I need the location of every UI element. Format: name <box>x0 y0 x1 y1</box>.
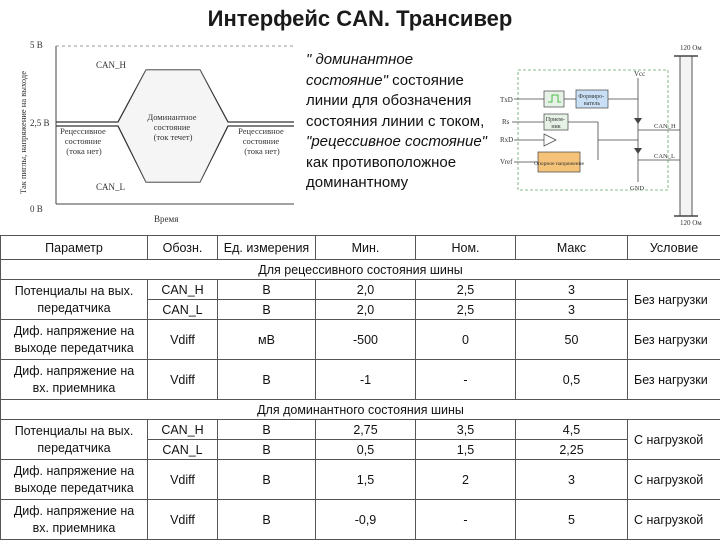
y-tick-0v: 0 В <box>30 204 43 214</box>
note-dominant-term: " доминантное состояние" <box>306 51 414 89</box>
symbol-cell: Vdiff <box>148 500 218 540</box>
unit-cell: мВ <box>218 320 316 360</box>
max-cell: 5 <box>516 500 628 540</box>
symbol-cell: CAN_L <box>148 440 218 460</box>
section-row-dominant <box>1 400 720 420</box>
header-condition: Условие <box>628 236 720 260</box>
state-definition-note <box>306 50 496 194</box>
max-cell: 50 <box>516 320 628 360</box>
section-recessive: Для рецессивного состояния шины <box>1 260 720 280</box>
unit-cell: В <box>218 360 316 400</box>
max-cell: 0,5 <box>516 360 628 400</box>
min-cell: -500 <box>316 320 416 360</box>
table-row <box>1 500 720 540</box>
max-cell: 3 <box>516 300 628 320</box>
min-cell: -0,9 <box>316 500 416 540</box>
condition-cell: С нагрузкой <box>628 460 720 500</box>
param-cell: Потенциалы на вых. передатчика <box>1 420 148 460</box>
condition-cell: Без нагрузки <box>628 280 720 320</box>
bottom-resistor-label: 120 Ом <box>680 219 702 226</box>
can-h-label: CAN_H <box>96 60 127 70</box>
unit-cell: В <box>218 300 316 320</box>
gnd-label: GND <box>630 185 645 192</box>
nom-cell: - <box>416 360 516 400</box>
diagram-ylabel: Так пиглы, напряжение на выходе <box>18 70 28 194</box>
slide-title: Интерфейс CAN. Трансивер <box>207 6 513 31</box>
nom-cell: 3,5 <box>416 420 516 440</box>
rxd-label: RxD <box>500 136 514 144</box>
min-cell: 2,0 <box>316 280 416 300</box>
condition-cell: Без нагрузки <box>628 360 720 400</box>
recessive-right-label: Рецессивное состояние (тока нет) <box>238 126 284 156</box>
can-spec-table <box>0 235 720 540</box>
table-row <box>1 360 720 400</box>
symbol-cell: CAN_H <box>148 280 218 300</box>
param-cell: Диф. напряжение на вх. приемника <box>1 500 148 540</box>
max-cell: 2,25 <box>516 440 628 460</box>
section-row-recessive <box>1 260 720 280</box>
can-h-pin-label: CAN_H <box>654 123 676 130</box>
note-text-1: состояние линии для обозначения состояния линии с током, <box>306 71 485 130</box>
unit-cell: В <box>218 440 316 460</box>
header-min: Мин. <box>316 236 416 260</box>
vcc-label: Vcc <box>634 70 646 78</box>
can-l-label: CAN_L <box>96 182 125 192</box>
table-row <box>1 460 720 500</box>
min-cell: 0,5 <box>316 440 416 460</box>
receiver-label: Прием- ник <box>545 117 565 130</box>
symbol-cell: Vdiff <box>148 320 218 360</box>
nom-cell: 2,5 <box>416 300 516 320</box>
recessive-left-label: Рецессивное состояние (тока нет) <box>60 126 106 156</box>
unit-cell: В <box>218 280 316 300</box>
y-tick-5v: 5 В <box>30 40 43 50</box>
top-resistor-label: 120 Ом <box>680 44 702 52</box>
dominant-label: Доминантное состояние (ток течет) <box>147 112 197 142</box>
condition-cell: С нагрузкой <box>628 420 720 460</box>
unit-cell: В <box>218 500 316 540</box>
can-voltage-diagram <box>12 36 304 232</box>
param-cell: Диф. напряжение на выходе передатчика <box>1 460 148 500</box>
header-parameter: Параметр <box>1 236 148 260</box>
condition-cell: С нагрузкой <box>628 500 720 540</box>
param-cell: Диф. напряжение на выходе передатчика <box>1 320 148 360</box>
unit-cell: В <box>218 420 316 440</box>
nom-cell: 0 <box>416 320 516 360</box>
min-cell: -1 <box>316 360 416 400</box>
param-cell: Диф. напряжение на вх. приемника <box>1 360 148 400</box>
max-cell: 4,5 <box>516 420 628 440</box>
table-header-row <box>1 236 720 260</box>
nom-cell: 2 <box>416 460 516 500</box>
min-cell: 2,75 <box>316 420 416 440</box>
header-max: Макс <box>516 236 628 260</box>
reference-voltage-label: Опорное напряжение <box>533 161 585 167</box>
nom-cell: 1,5 <box>416 440 516 460</box>
max-cell: 3 <box>516 280 628 300</box>
driver-label: Формиро- ватель <box>578 94 605 107</box>
symbol-cell: CAN_H <box>148 420 218 440</box>
symbol-cell: Vdiff <box>148 360 218 400</box>
unit-cell: В <box>218 460 316 500</box>
symbol-cell: Vdiff <box>148 460 218 500</box>
y-tick-2-5v: 2,5 В <box>30 118 50 128</box>
diagram-xlabel: Время <box>154 214 179 224</box>
note-recessive-term: "рецессивное состояние" <box>306 133 487 150</box>
nom-cell: - <box>416 500 516 540</box>
can-l-pin-label: CAN_L <box>654 153 675 160</box>
transceiver-circuit <box>498 42 720 226</box>
section-dominant: Для доминантного состояния шины <box>1 400 720 420</box>
min-cell: 2,0 <box>316 300 416 320</box>
header-symbol: Обозн. <box>148 236 218 260</box>
header-unit: Ед. измерения <box>218 236 316 260</box>
condition-cell: Без нагрузки <box>628 320 720 360</box>
nom-cell: 2,5 <box>416 280 516 300</box>
table-row <box>1 420 720 440</box>
table-row <box>1 280 720 300</box>
max-cell: 3 <box>516 460 628 500</box>
min-cell: 1,5 <box>316 460 416 500</box>
vref-label: Vref <box>500 158 513 166</box>
note-text-2: как противоположное доминантному <box>306 153 457 191</box>
symbol-cell: CAN_L <box>148 300 218 320</box>
header-nom: Ном. <box>416 236 516 260</box>
param-cell: Потенциалы на вых. передатчика <box>1 280 148 320</box>
txd-label: TxD <box>500 96 513 104</box>
table-row <box>1 320 720 360</box>
rs-label: Rs <box>502 118 510 126</box>
